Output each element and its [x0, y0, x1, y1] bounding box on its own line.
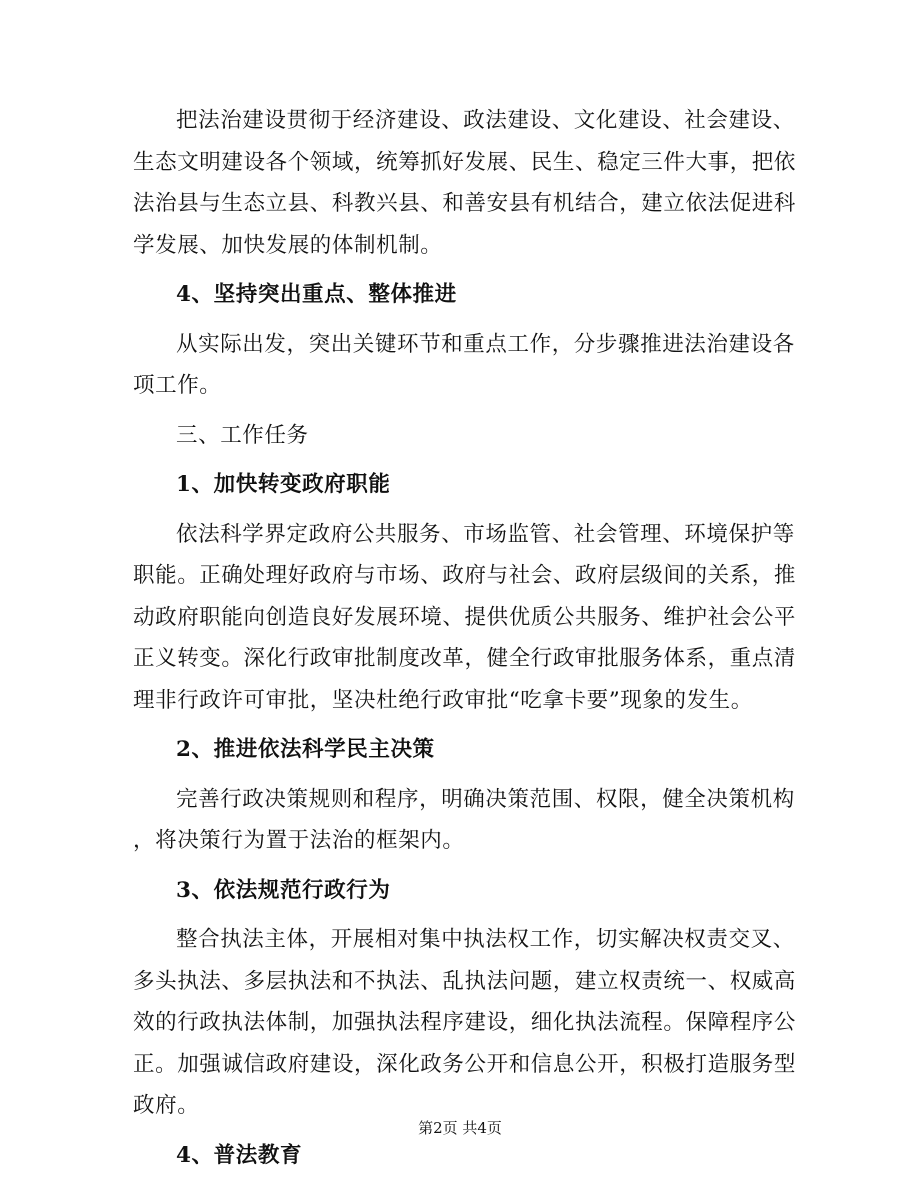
- text-line: 把法治建设贯彻于经济建设、政法建设、文化建设、社会建设、: [176, 108, 795, 133]
- page-footer: [0, 1118, 920, 1138]
- body-paragraph: [133, 514, 797, 722]
- text-line: 2、推进依法科学民主决策: [176, 737, 435, 762]
- text-line: 整合执法主体，开展相对集中执法权工作，切实解决权责交叉、: [176, 927, 795, 952]
- text-line: 生态文明建设各个领域，统筹抓好发展、民生、稳定三件大事，把依: [133, 149, 797, 175]
- page-number-label: 第2页 共4页: [418, 1119, 502, 1137]
- text-line: 效的行政执法体制，加强执法程序建设，细化执法流程。保障程序公: [133, 1010, 797, 1035]
- section-heading: [133, 870, 783, 912]
- body-paragraph: [133, 415, 783, 457]
- text-line: 三、工作任务: [176, 422, 309, 448]
- text-line: 职能。正确处理好政府与市场、政府与社会、政府层级间的关系，推: [133, 563, 797, 588]
- text-line: 3、依法规范行政行为: [176, 877, 391, 903]
- text-line: 理非行政许可审批，坚决杜绝行政审批“吃拿卡要”现象的发生。: [133, 687, 753, 713]
- text-line: 法治县与生态立县、科教兴县、和善安县有机结合，建立依法促进科: [133, 191, 797, 216]
- text-line: 学发展、加快发展的体制机制。: [133, 232, 443, 258]
- section-heading: [133, 274, 783, 316]
- text-line: 正。加强诚信政府建设，深化政务公开和信息公开，积极打造服务型: [133, 1051, 797, 1077]
- body-paragraph: [133, 779, 795, 862]
- text-line: 政府。: [133, 1093, 200, 1118]
- section-heading: [133, 729, 783, 771]
- text-line: 4、普法教育: [176, 1142, 303, 1168]
- document-body: [133, 100, 797, 1184]
- text-line: 4、坚持突出重点、整体推进: [176, 282, 457, 307]
- text-line: 正义转变。深化行政审批制度改革，健全行政审批服务体系，重点清: [133, 646, 797, 671]
- text-line: 动政府职能向创造良好发展环境、提供优质公共服务、维护社会公平: [133, 604, 797, 630]
- text-line: 完善行政决策规则和程序，明确决策范围、权限，健全决策机构: [176, 786, 795, 812]
- text-line: 项工作。: [133, 373, 222, 398]
- section-heading: [133, 1135, 783, 1177]
- body-paragraph: [133, 100, 797, 266]
- body-paragraph: [133, 919, 797, 1127]
- body-paragraph: [133, 324, 795, 407]
- text-line: 依法科学界定政府公共服务、市场监管、社会管理、环境保护等: [176, 521, 795, 547]
- text-line: 多头执法、多层执法和不执法、乱执法问题，建立权责统一、权威高: [133, 968, 797, 994]
- text-line: 从实际出发，突出关键环节和重点工作，分步骤推进法治建设各: [176, 331, 795, 357]
- text-line: ，将决策行为置于法治的框架内。: [133, 828, 465, 853]
- text-line: 1、加快转变政府职能: [176, 472, 391, 497]
- section-heading: [133, 464, 783, 506]
